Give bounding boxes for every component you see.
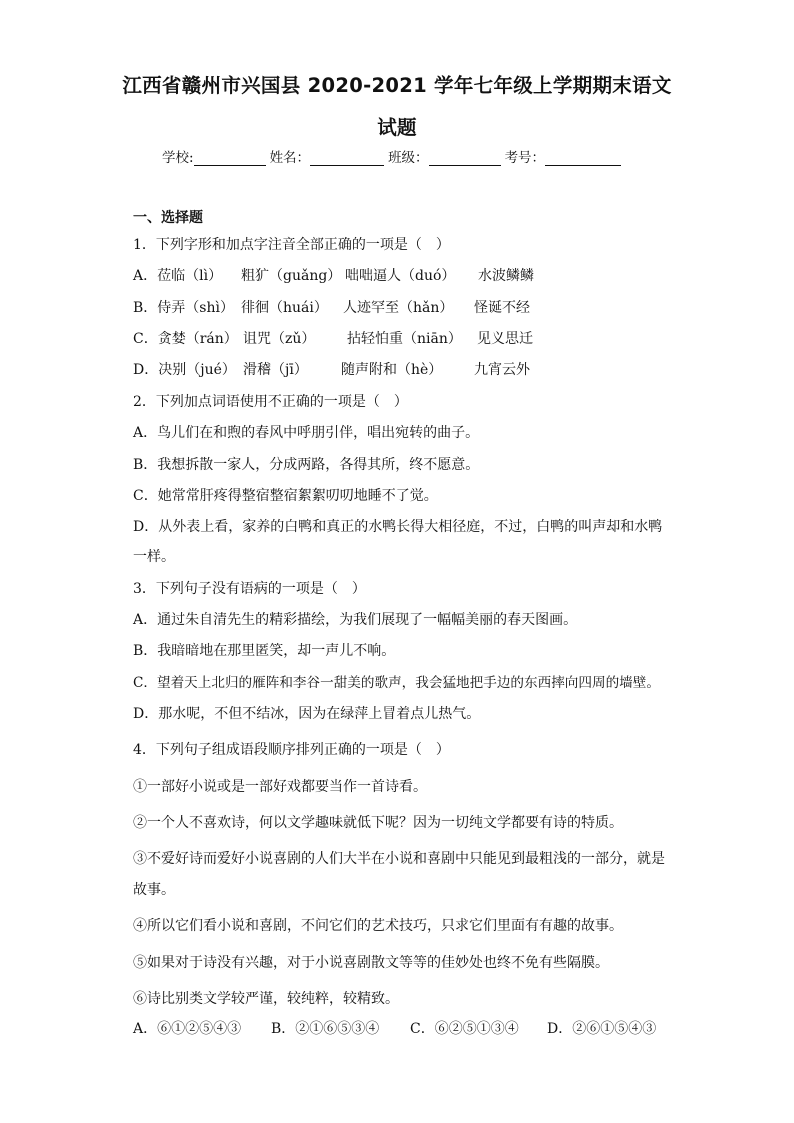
- q4-sentence-3-line-2: 故事。: [133, 882, 175, 898]
- q1-a-item-4: 水波鳞鳞: [478, 268, 534, 284]
- q1-a-item-3: 咄咄逼人（duó）: [345, 268, 456, 284]
- q3-option-c: C．望着天上北归的雁阵和李谷一甜美的歌声，我会猛地把手边的东西摔向四周的墙壁。: [133, 675, 660, 691]
- q1-option-b: [133, 297, 653, 317]
- exam-no-blank[interactable]: [545, 151, 621, 166]
- name-label: 姓名：: [269, 150, 311, 166]
- q4-stem: 4．下列句子组成语段顺序排列正确的一项是（ ）: [133, 742, 450, 758]
- q1-c-item-4: 见义思迁: [477, 331, 533, 347]
- q1-a-item-2: 粗犷（guǎng）: [241, 268, 342, 284]
- q4-options: [133, 1018, 663, 1038]
- q2-option-d-line-1: D．从外表上看，家养的白鸭和真正的水鸭长得大相径庭，不过，白鸭的叫声却和水鸭: [133, 519, 663, 535]
- q4-sentence-4: ④所以它们看小说和喜剧，不问它们的艺术技巧，只求它们里面有有趣的故事。: [133, 918, 623, 934]
- q1-a-item-1: A．莅临（lì）: [133, 268, 223, 284]
- q1-d-item-2: 滑稽（jī）: [243, 362, 308, 378]
- exam-no-label: 考号：: [504, 150, 546, 166]
- class-blank[interactable]: [429, 151, 501, 166]
- q4-option-c: C．⑥②⑤①③④: [410, 1021, 519, 1037]
- q4-sentence-6: ⑥诗比别类文学较严谨，较纯粹，较精致。: [133, 991, 399, 1007]
- q4-option-d: D．②⑥①⑤④③: [547, 1021, 657, 1037]
- q2-option-c: C．她常常肝疼得整宿整宿絮絮叨叨地睡不了觉。: [133, 488, 438, 504]
- section-heading: 一、选择题: [133, 210, 203, 226]
- q1-b-item-1: B．侍弄（shì）: [133, 300, 234, 316]
- q1-d-item-4: 九宵云外: [474, 362, 530, 378]
- q3-option-a: A．通过朱自清先生的精彩描绘，为我们展现了一幅幅美丽的春天图画。: [133, 612, 578, 628]
- q4-option-b: B．②①⑥⑤③④: [271, 1021, 380, 1037]
- q4-sentence-1: ①一部好小说或是一部好戏都要当作一首诗看。: [133, 779, 427, 795]
- school-label: 学校:: [162, 150, 194, 166]
- q2-option-a: A．鸟儿们在和煦的春风中呼朋引伴，唱出宛转的曲子。: [133, 425, 480, 441]
- q1-option-c: [133, 328, 653, 348]
- q4-sentence-5: ⑤如果对于诗没有兴趣，对于小说喜剧散文等等的佳妙处也终不免有些隔膜。: [133, 955, 609, 971]
- q4-option-a: A．⑥①②⑤④③: [133, 1021, 242, 1037]
- name-blank[interactable]: [310, 151, 384, 166]
- document-title-line-1: 江西省赣州市兴国县 2020-2021 学年七年级上学期期末语文: [122, 74, 672, 97]
- q1-b-item-4: 怪诞不经: [474, 300, 530, 316]
- q1-stem: 1．下列字形和加点字注音全部正确的一项是（ ）: [133, 237, 450, 253]
- q1-c-item-3: 拈轻怕重（niān）: [347, 331, 462, 347]
- q1-d-item-1: D．决别（jué）: [133, 362, 236, 378]
- q2-stem: 2．下列加点词语使用不正确的一项是（ ）: [133, 394, 408, 410]
- q3-option-b: B．我暗暗地在那里匿笑，却一声儿不响。: [133, 643, 396, 659]
- document-title-line-2: 试题: [377, 116, 417, 139]
- q4-sentence-3-line-1: ③不爱好诗而爱好小说喜剧的人们大半在小说和喜剧中只能见到最粗浅的一部分，就是: [133, 851, 665, 867]
- q1-c-item-2: 诅咒（zǔ）: [243, 331, 316, 347]
- school-blank[interactable]: [194, 151, 266, 166]
- q2-option-b: B．我想拆散一家人，分成两路，各得其所，终不愿意。: [133, 457, 480, 473]
- q1-b-item-2: 徘徊（huái）: [241, 300, 328, 316]
- student-info-row: [162, 146, 625, 166]
- q2-option-d-line-2: 一样。: [133, 549, 175, 565]
- q3-option-d: D．那水呢，不但不结冰，因为在绿萍上冒着点儿热气。: [133, 706, 481, 722]
- q1-b-item-3: 人迹罕至（hǎn）: [343, 300, 454, 316]
- q1-option-a: [133, 265, 653, 285]
- q1-d-item-3: 随声附和（hè）: [341, 362, 443, 378]
- class-label: 班级：: [388, 150, 429, 166]
- q1-option-d: [133, 359, 653, 379]
- q3-stem: 3．下列句子没有语病的一项是（ ）: [133, 581, 366, 597]
- q4-sentence-2: ②一个人不喜欢诗，何以文学趣味就低下呢？因为一切纯文学都要有诗的特质。: [133, 815, 623, 831]
- q1-c-item-1: C．贪婪（rán）: [133, 331, 238, 347]
